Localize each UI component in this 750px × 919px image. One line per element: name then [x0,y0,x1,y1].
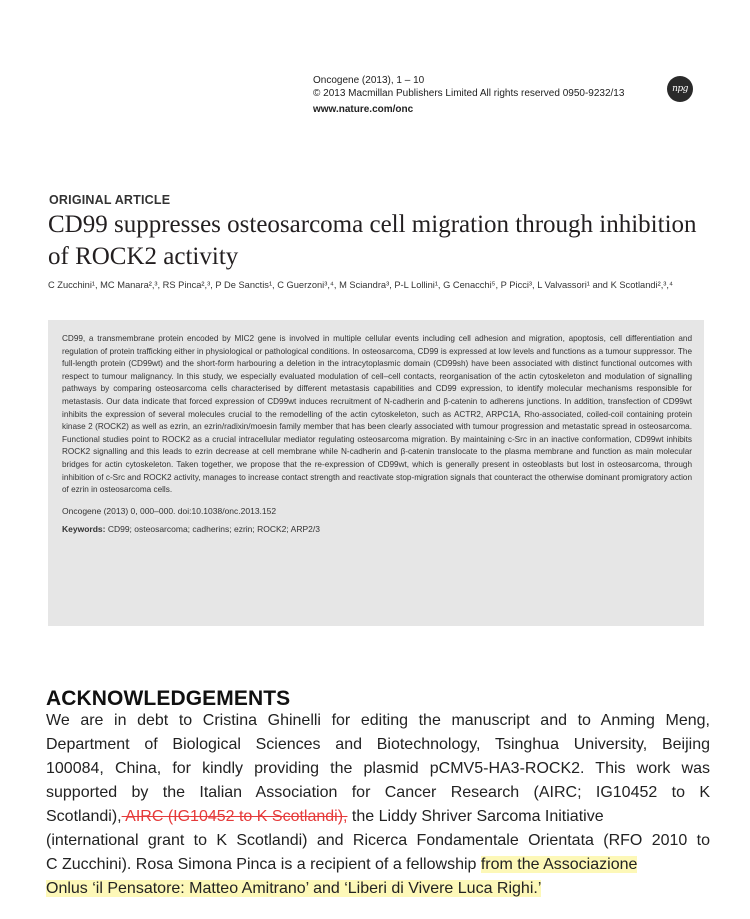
article-title: CD99 suppresses osteosarcoma cell migration through inhibition of ROCK2 activity [48,211,697,270]
ack-line: Department of Biological Sciences and Biotechnology, Tsinghua University, Beijing [46,736,710,753]
journal-citation: Oncogene (2013), 1 – 10 [313,75,425,86]
keywords-label: Keywords: [62,523,106,534]
npg-logo-icon: npg [667,76,693,102]
journal-header [313,74,624,116]
journal-url: www.nature.com/onc [313,104,414,115]
ack-line [46,877,710,901]
struck-text: AIRC (IG10452 to K Scotlandi), [121,808,348,825]
ack-line: 100084, China, for kindly providing the plasmid pCMV5-HA3-ROCK2. This work was [46,760,710,777]
highlighted-text: Onlus ‘il Pensatore: Matteo Amitrano’ and ‘Liberi di Vivere Luca Righi.’ [46,880,542,897]
acknowledgements-heading: ACKNOWLEDGEMENTS [46,687,291,710]
keywords [62,524,692,534]
ack-line: supported by the Italian Association for Cancer Research (AIRC; IG10452 to K [46,784,710,801]
ack-fragment: the Liddy Shriver Sarcoma Initiative [347,808,604,825]
ack-fragment: Scotlandi), [46,808,122,825]
article-type: ORIGINAL ARTICLE [49,193,171,207]
ack-line [46,853,710,877]
ack-line: We are in debt to Cristina Ghinelli for editing the manuscript and to Anming Meng, [46,712,710,729]
author-list: C Zucchini¹, MC Manara²,³, RS Pinca²,³, P De Sanctis¹, C Guerzoni³,⁴, M Sciandra³, P-L Lollini¹, G Cenacchi⁵, P Picci³, L Valvassori¹ and K Scotlandi²,³,⁴ [48,280,673,290]
copyright-line: © 2013 Macmillan Publishers Limited All rights reserved 0950-9232/13 [313,88,625,99]
keywords-list: CD99; osteosarcoma; cadherins; ezrin; ROCK2; ARP2/3 [105,523,320,534]
ack-fragment: C Zucchini). Rosa Simona Pinca is a recipient of a fellowship [46,856,481,873]
abstract-text: CD99, a transmembrane protein encoded by MIC2 gene is involved in multiple cellular events including cell adhesion and migration, apoptosis, cell differentiation and regulation of protein trafficking either in physiological or pathological conditions. In osteosarcoma, CD99 is expressed at low levels and functions as a tumour suppressor. The full-length protein (CD99wt) and the short-form harbouring a deletion in the intracytoplasmic domain (CD99sh) have been associated with distinct functional outcomes with respect to tumour malignancy. In this study, we especially evaluated modulation of cell–cell contacts, reorganisation of the actin cytoskeleton and modulation of signalling pathways by comparing osteosarcoma cells characterised by different metastasis capabilities and CD99 expression, to identify molecular mechanisms responsible for metastasis. Our data indicate that forced expression of CD99wt induces recruitment of N-cadherin and β-catenin to adherens junctions. In addition, transfection of CD99wt inhibits the expression of several molecules crucial to the remodelling of the actin cytoskeleton, such as ACTR2, ARPC1A, Rho-associated, coiled-coil containing protein kinase 2 (ROCK2) as well as ezrin, an ezrin/radixin/moesin family member that has been clearly associated with tumour progression and metastatic spread in osteosarcoma. Functional studies point to ROCK2 as a crucial intracellular mediator regulating osteosarcoma migration. By maintaining c-Src in an inactive conformation, CD99wt inhibits ROCK2 signalling and this leads to ezrin decrease at cell membrane while N-cadherin and β-catenin translocate to the plasma membrane and function as main molecular bridges for actin cytoskeleton. Taken together, we propose that the re-expression of CD99wt, which is generally present in osteoblasts but lost in osteosarcoma, through inhibition of c-Src and ROCK2 activity, manages to increase contact strength and reactivate stop-migration signals that counteract the otherwise dominant promigratory action of ezrin in osteosarcoma cells. [62,334,692,495]
abstract-citation: Oncogene (2013) 0, 000–000. doi:10.1038/onc.2013.152 [62,505,277,516]
ack-line: (international grant to K Scotlandi) and Ricerca Fondamentale Orientata (RFO 2010 to [46,832,710,849]
highlighted-text: from the Associazione [480,856,638,873]
abstract-box [48,320,704,626]
ack-line [46,805,710,829]
acknowledgements-text [46,709,710,901]
